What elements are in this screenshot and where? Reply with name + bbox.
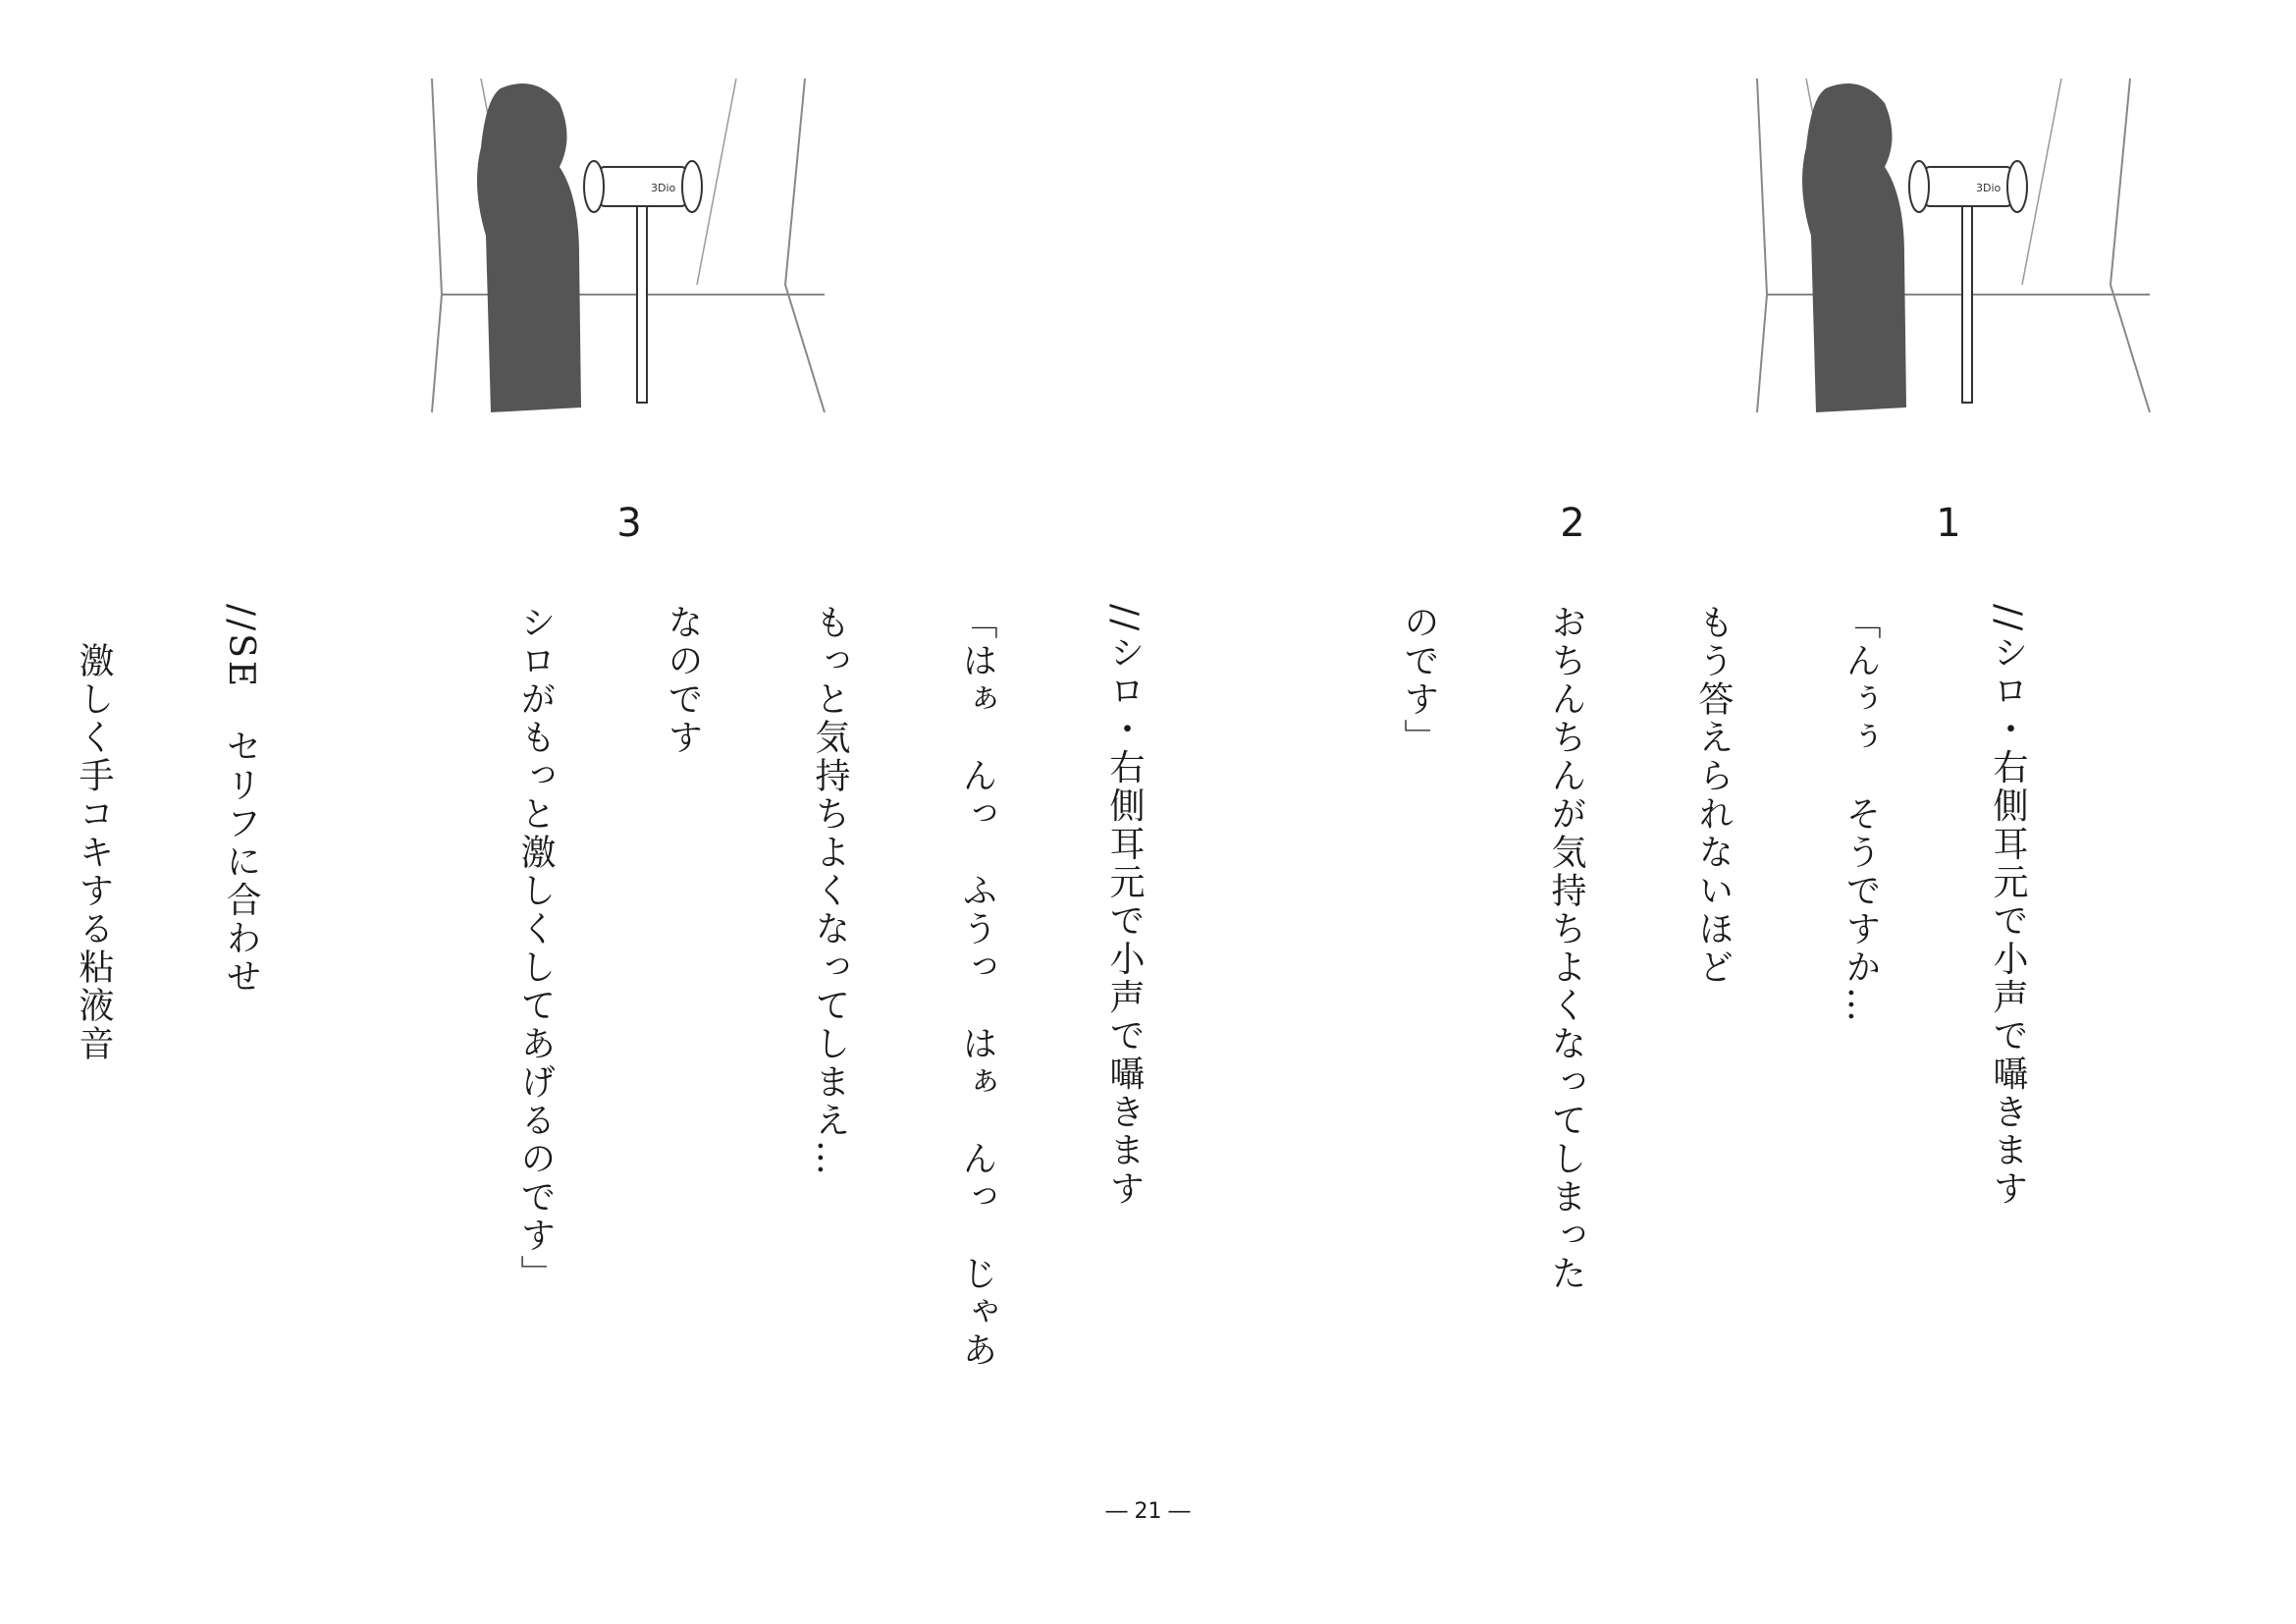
script-text	[74, 604, 2130, 1468]
binaural-mic-scene-1	[1737, 59, 2169, 452]
script-line: 「はぁ んっ ふうっ はぁ んっ じゃあ	[957, 604, 997, 1370]
binaural-mic-scene-3	[412, 59, 844, 452]
panel-number-3: 3	[616, 501, 642, 546]
mic-label: 3Dio	[1976, 182, 2002, 194]
script-line: なのです	[663, 604, 703, 757]
panel-number-2: 2	[1560, 501, 1585, 546]
script-line: もう答えられないほど	[1693, 604, 1734, 987]
script-line	[363, 604, 412, 1468]
illustration-panel-3	[412, 59, 844, 452]
script-line: シロがもっと激しくしてあげるのです」	[515, 604, 556, 1293]
script-line	[1247, 604, 1296, 1468]
script-line: //シロ・右側耳元で小声で囁きます	[1104, 604, 1145, 1209]
script-line: //SE セリフに合わせ	[221, 604, 261, 997]
mic-label: 3Dio	[651, 182, 676, 194]
script-line: おちんちんが気持ちよくなってしまった	[1546, 604, 1586, 1293]
script-line: //シロ・右側耳元で小声で囁きます	[1988, 604, 2028, 1209]
illustration-panel-1	[1737, 59, 2169, 452]
page-number: ― 21 ―	[1105, 1499, 1191, 1524]
script-line: 激しく手コキする粘液音	[74, 604, 114, 1063]
script-line: のです」	[1399, 604, 1439, 757]
script-line: 「んぅぅ そうですか…	[1841, 604, 1881, 1025]
panel-number-1: 1	[1936, 501, 1961, 546]
script-line: もっと気持ちよくなってしまえ…	[810, 604, 850, 1178]
